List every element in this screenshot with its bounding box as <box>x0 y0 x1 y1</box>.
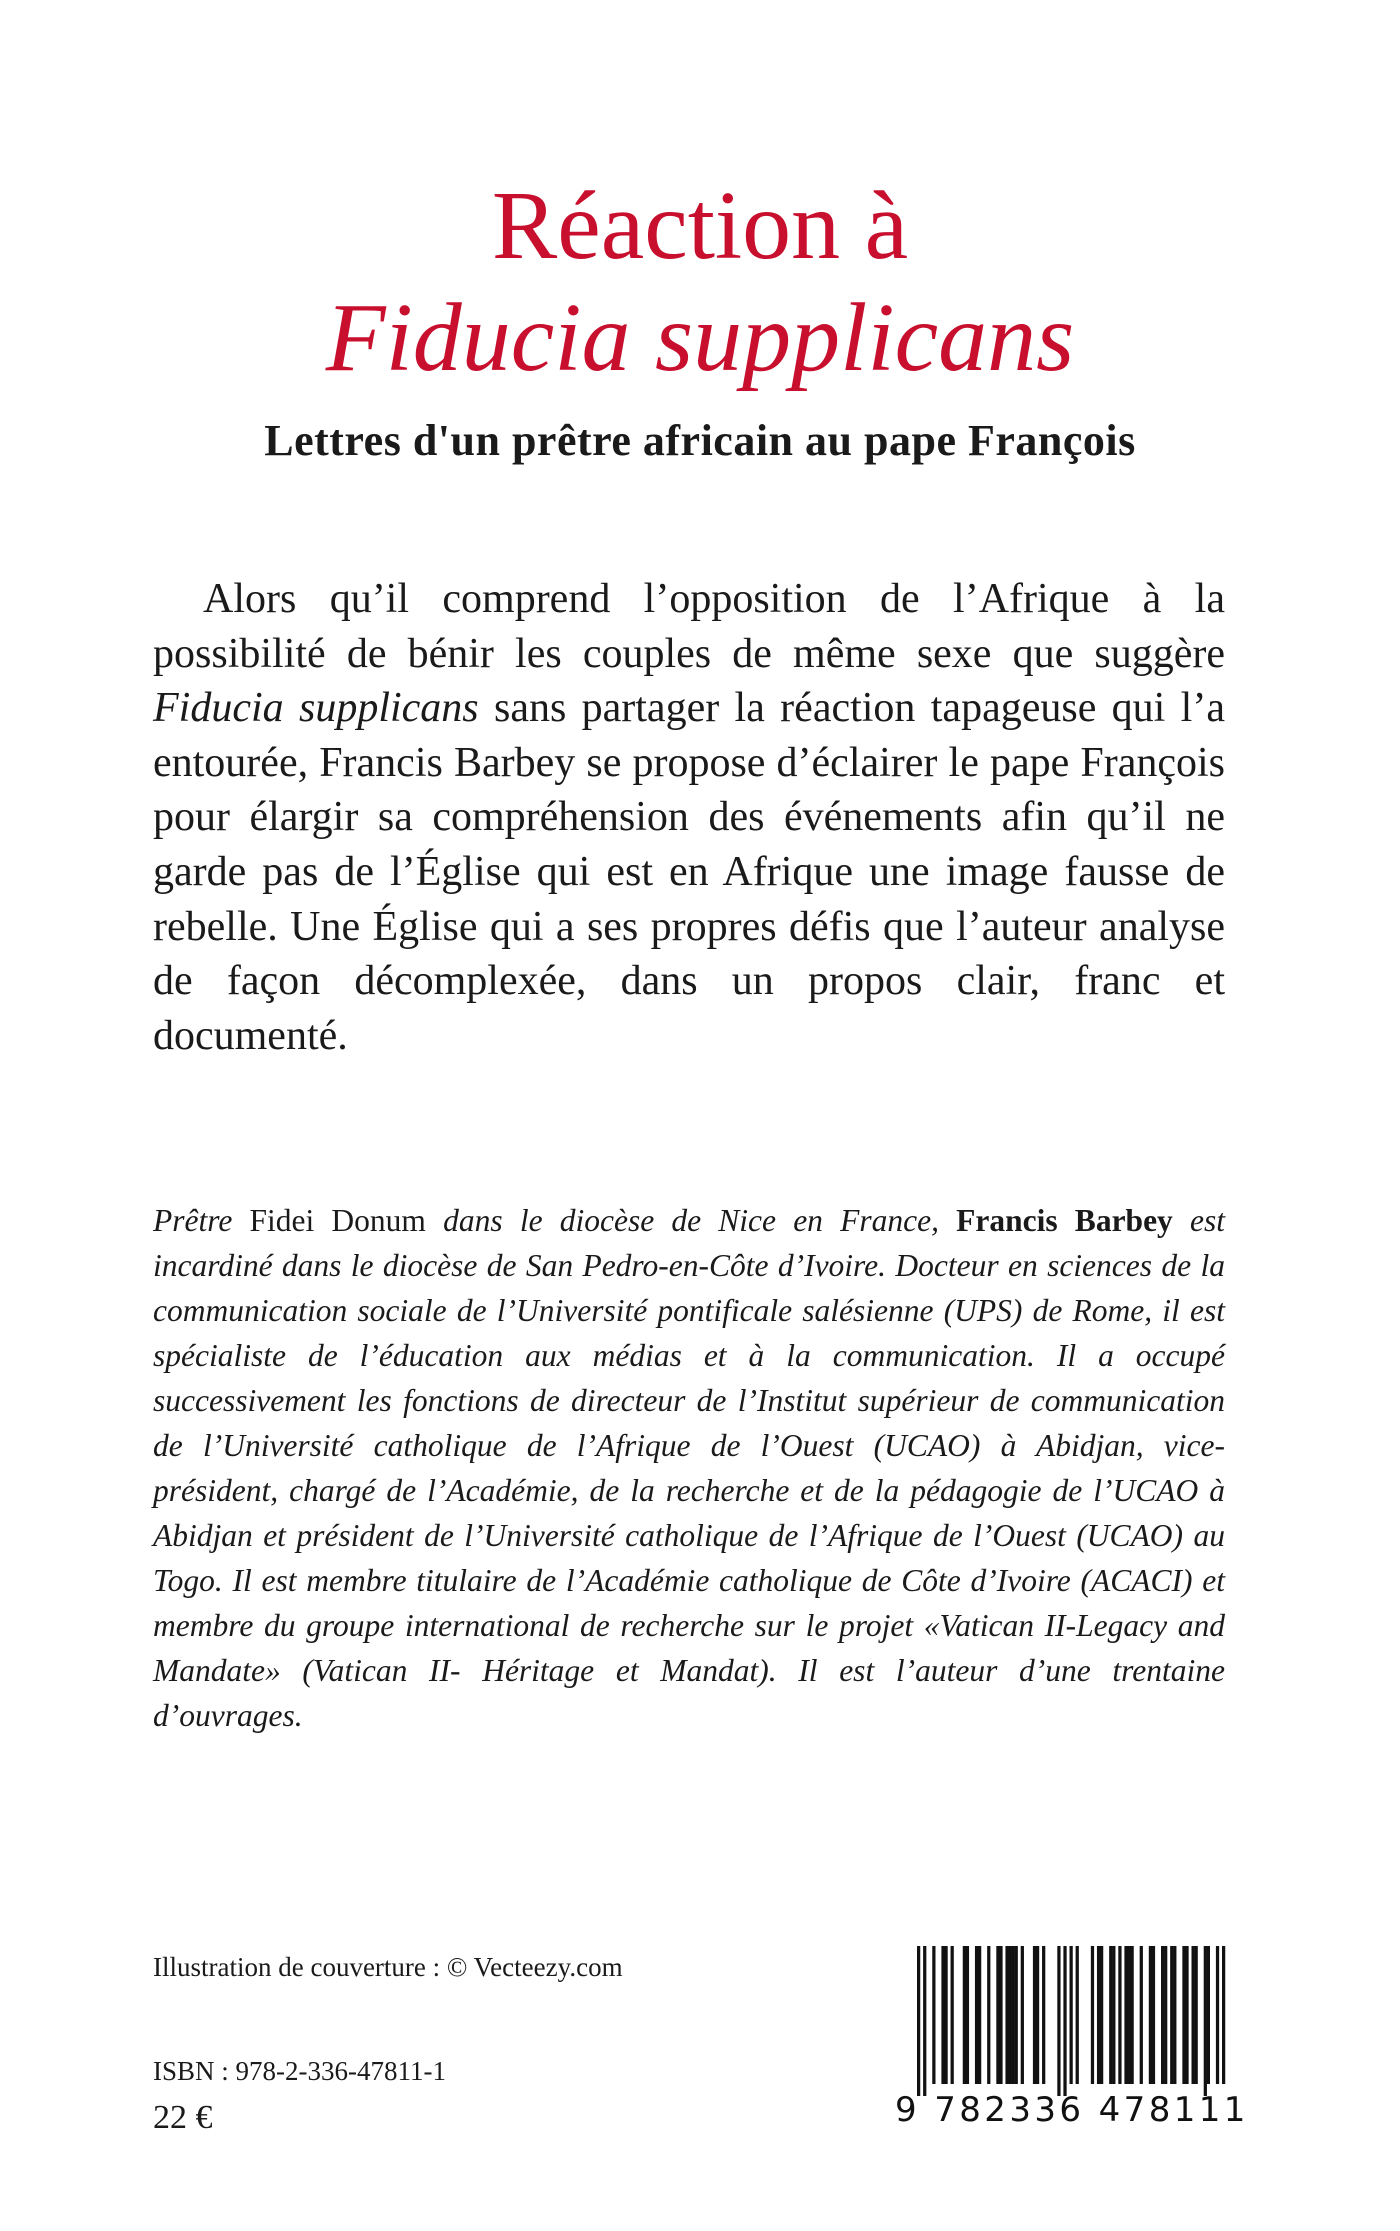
cover-credit: Illustration de couverture : © Vecteezy.com <box>153 1952 623 1982</box>
author-bio <box>153 1198 1225 1738</box>
barcode-bar <box>1170 1946 1173 2084</box>
barcode-bar <box>951 1946 954 2084</box>
barcode-bar <box>1127 1946 1130 2084</box>
barcode-bar <box>975 1946 978 2084</box>
barcode-bars <box>895 1946 1237 2096</box>
barcode-bar <box>1097 1946 1100 2084</box>
barcode-bar <box>1204 1946 1207 2096</box>
barcode-bar <box>944 1946 947 2084</box>
barcode-bar <box>1076 1946 1079 2084</box>
barcode-bar <box>1033 1946 1036 2084</box>
bio-text-3: est incardiné dans le diocèse de San Pedro-en-Côte d’Ivoire. Docteur en sciences de la communication sociale de l’Université pontificale salésienne (UPS) de Rome, il est spécialiste de l’éducation aux médias et à la communication. Il a occupé successivement les fonctions de directeur de l’Institut supérieur de communication de l’Université catholique de l’Afrique de l’Ouest (UCAO) à Abidjan, vice-président, chargé de l’Académie, de la recherche et de la pédagogie de l’UCAO à Abidjan et président de l’Université catholique de l’Afrique de l’Ouest (UCAO) au Togo. Il est membre titulaire de l’Académie catholique de Côte d’Ivoire (ACACI) et membre du groupe international de recherche sur le projet «Vatican II-Legacy and Mandate» (Vatican II- Héritage et Mandat). Il est l’auteur d’une trentaine d’ouvrages. <box>153 1203 1225 1733</box>
barcode-bar <box>932 1946 935 2084</box>
barcode-bar <box>1070 1946 1073 2084</box>
barcode-bar <box>1185 1946 1188 2084</box>
book-title-line1: Réaction à <box>491 172 909 280</box>
barcode-bar <box>996 1946 999 2084</box>
barcode-bar <box>1152 1946 1155 2084</box>
summary-text-1: Alors qu’il comprend l’opposition de l’Afrique à la possibilité de bénir les couples de même sexe que suggère <box>153 576 1225 677</box>
barcode-bar <box>1091 1946 1094 2084</box>
isbn-barcode <box>895 1946 1249 2132</box>
barcode-bar <box>917 1946 920 2096</box>
barcode-bar <box>963 1946 966 2084</box>
bio-upright-term: Fidei Donum <box>249 1203 426 1238</box>
barcode-bar <box>1042 1946 1045 2084</box>
title-block <box>0 170 1400 468</box>
barcode-bar <box>966 1946 969 2084</box>
barcode-bar <box>1109 1946 1112 2084</box>
barcode-bar <box>1207 1946 1210 2084</box>
barcode-bar <box>1057 1946 1060 2096</box>
barcode-bar <box>1005 1946 1008 2084</box>
price: 22 € <box>153 2099 213 2136</box>
barcode-bar <box>987 1946 990 2084</box>
isbn: ISBN : 978-2-336-47811-1 <box>153 2056 446 2086</box>
barcode-bar <box>1063 1946 1066 2096</box>
barcode-bar <box>1173 1946 1176 2084</box>
barcode-bar <box>999 1946 1002 2084</box>
barcode-digits: 9 782336 478111 <box>895 2090 1249 2130</box>
book-subtitle: Lettres d'un prêtre africain au pape François <box>264 416 1136 465</box>
book-title-line2: Fiducia supplicans <box>325 284 1075 392</box>
bio-text-2: dans le diocèse de Nice en France, <box>425 1203 957 1238</box>
barcode-bar <box>923 1946 926 2096</box>
barcode-bar <box>978 1946 981 2084</box>
barcode-bar <box>1149 1946 1152 2084</box>
barcode-bar <box>1131 1946 1134 2084</box>
barcode-bar <box>1012 1946 1015 2084</box>
summary-paragraph <box>153 572 1225 1063</box>
author-name: Francis Barbey <box>956 1203 1173 1238</box>
barcode-bar <box>1192 1946 1195 2084</box>
barcode-bar <box>1161 1946 1164 2084</box>
barcode-bar <box>941 1946 944 2084</box>
barcode-bar <box>1222 1946 1225 2084</box>
barcode-bar <box>1216 1946 1219 2084</box>
barcode-bar <box>1112 1946 1115 2084</box>
barcode-bar <box>1015 1946 1018 2084</box>
barcode-bar <box>1100 1946 1103 2084</box>
summary-text-2: sans partager la réaction tapageuse qui l’a entourée, Francis Barbey se propose d’éclairer le pape François pour élargir sa compréhension des événements afin qu’il ne garde pas de l’Église qui est en Afrique une image fausse de rebelle. Une Église qui a ses propres défis que l’auteur analyse de façon décomplexée, dans un propos clair, franc et documenté. <box>153 685 1225 1059</box>
barcode-bar <box>1009 1946 1012 2084</box>
bio-text-1: Prêtre <box>153 1203 250 1238</box>
barcode-bar <box>1164 1946 1167 2084</box>
barcode-bar <box>1118 1946 1121 2084</box>
summary-italic-title: Fiducia supplicans <box>153 685 479 732</box>
barcode-bar <box>1036 1946 1039 2084</box>
barcode-bar <box>1124 1946 1127 2084</box>
barcode-bar <box>1182 1946 1185 2084</box>
barcode-bar <box>1140 1946 1143 2084</box>
barcode-bar <box>1021 1946 1024 2084</box>
barcode-bar <box>1195 1946 1198 2084</box>
